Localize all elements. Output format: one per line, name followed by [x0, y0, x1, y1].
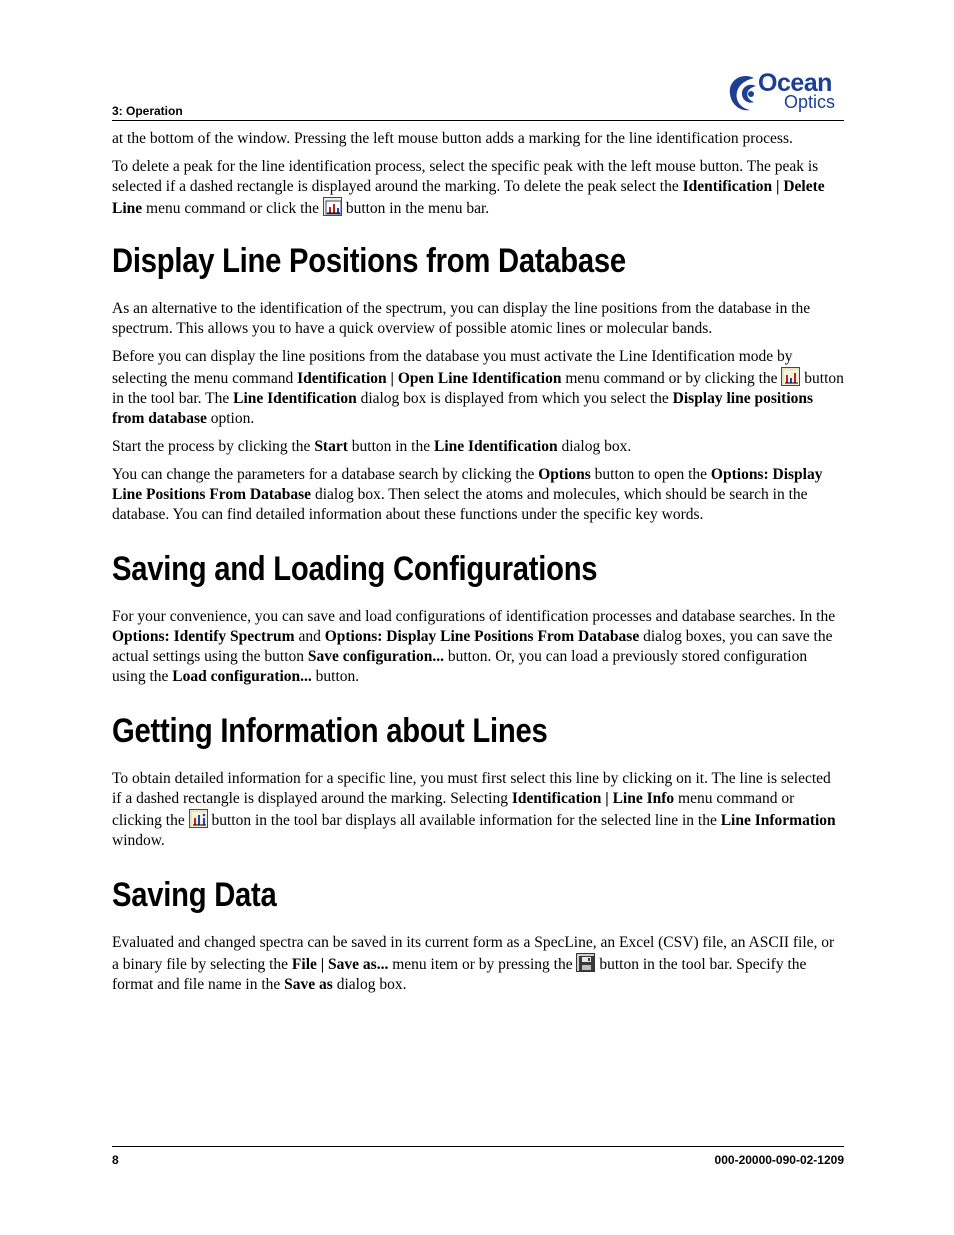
delete-line-icon [323, 197, 342, 216]
floppy-disk-icon [576, 953, 595, 972]
heading-display-line-positions: Display Line Positions from Database [112, 242, 626, 280]
line-identification-icon [781, 367, 800, 386]
sec2-paragraph-1: For your convenience, you can save and load configurations of identification processes and database searches. In the Options: Identify Spectrum and Options: Display Line Positions From Database dialog boxes, you can save the actual settings using the button Save configuration... button. Or, you can load a previously stored configuration using the Load configuration... button. [112, 608, 836, 685]
wave-logo-icon [726, 72, 760, 114]
document-number: 000-20000-090-02-1209 [714, 1153, 844, 1167]
sec1-paragraph-4: You can change the parameters for a database search by clicking the Options button to open the Options: Display Line Positions From Database dialog box. Then select the atoms and molecules, which should be search in the database. You can find detailed information about these functions under the specific key words. [112, 466, 823, 523]
intro-paragraph-2: To delete a peak for the line identification process, select the specific peak with the left mouse button. The peak is selected if a dashed rectangle is displayed around the marking. To delete the peak select the Identification | Delete Line menu command or click the button in the menu bar. [112, 158, 825, 217]
sec1-paragraph-2: Before you can display the line positions from the database you must activate the Line Identification mode by selecting the menu command Identification | Open Line Identification menu command or by clicking the button in the tool bar. The Line Identification dialog box is displayed from which you select the Display line positions from database option. [112, 348, 844, 427]
sec1-paragraph-1: As an alternative to the identification of the spectrum, you can display the line positions from the database in the spectrum. This allows you to have a quick overview of possible atomic lines or molecular bands. [112, 300, 811, 337]
logo-wordmark-ocean: Ocean [758, 69, 832, 97]
sec1-paragraph-3: Start the process by clicking the Start button in the Line Identification dialog box. [112, 438, 632, 455]
line-info-icon [189, 809, 208, 828]
heading-getting-information-lines: Getting Information about Lines [112, 712, 548, 750]
heading-saving-loading-configurations: Saving and Loading Configurations [112, 550, 598, 588]
heading-saving-data: Saving Data [112, 876, 277, 914]
header-rule [112, 120, 844, 121]
running-header-section: 3: Operation [112, 104, 183, 118]
page-body [112, 129, 844, 1003]
sec3-paragraph-1: To obtain detailed information for a specific line, you must first select this line by clicking on it. The line is selected if a dashed rectangle is displayed around the marking. Selecting Identification | Line Info menu command or clicking the button in the tool bar displays all available information for the selected line in the Line Information window. [112, 770, 836, 849]
footer-rule [112, 1146, 844, 1147]
intro-paragraph-1: at the bottom of the window. Pressing the left mouse button adds a marking for the line identification process. [112, 130, 793, 147]
ocean-optics-logo [726, 70, 844, 116]
logo-wordmark-optics: Optics [784, 92, 836, 112]
sec4-paragraph-1: Evaluated and changed spectra can be saved in its current form as a SpecLine, an Excel (CSV) file, an ASCII file, or a binary file by selecting the File | Save as... menu item or by pressing the button in the tool bar. Specify the format and file name in the Save as dialog box. [112, 934, 835, 993]
page-number: 8 [112, 1153, 119, 1167]
